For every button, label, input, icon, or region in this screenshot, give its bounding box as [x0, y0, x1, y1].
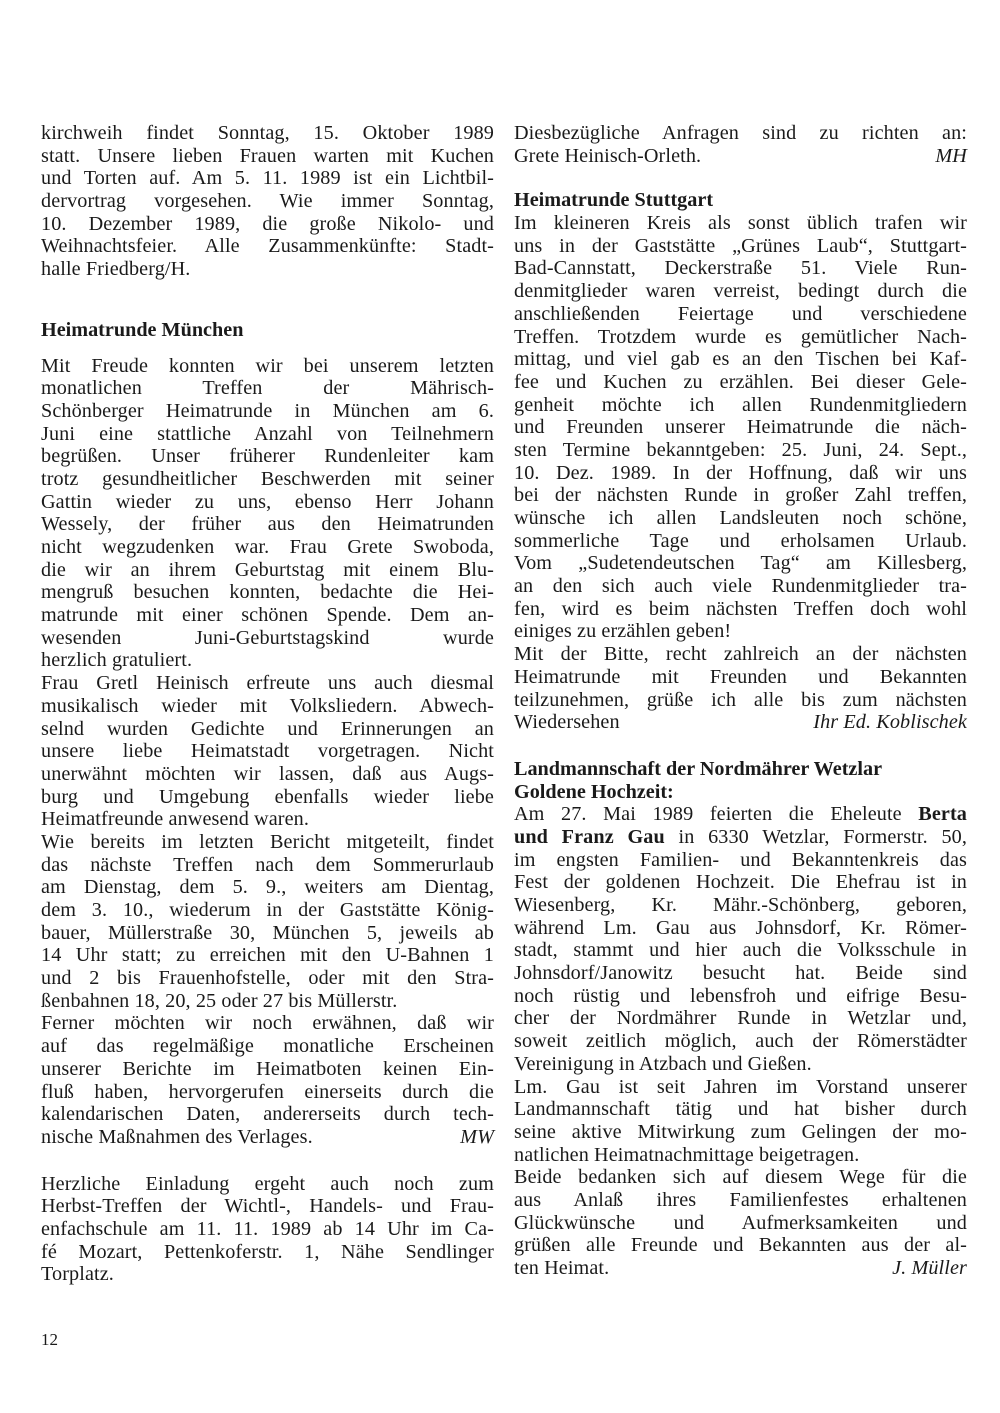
text-line: seine aktive Mitwirkung zum Gelingen der mo-: [514, 1120, 967, 1143]
text-line: soweit zeitlich möglich, auch der Römerstädter: [514, 1030, 967, 1053]
text-line: grüßen alle Freunde und Bekannten aus der al-: [514, 1234, 967, 1257]
text-line: matrunde mit einer schönen Spende. Dem an-: [41, 604, 494, 627]
text-line: wünsche ich allen Landsleuten noch schöne,: [514, 507, 967, 529]
bold-name: Berta: [918, 803, 967, 826]
text-line: auf das regelmäßige monatliche Erscheinen: [41, 1035, 494, 1058]
right-column: [514, 122, 967, 1280]
text-line: Schönberger Heimatrunde in München am 6.: [41, 399, 494, 422]
author-signature: Ihr Ed. Koblischek: [813, 711, 967, 734]
text-line: selnd wurden Gedichte und Erinnerungen an: [41, 717, 494, 740]
text-line: Lm. Gau ist seit Jahren im Vorstand unserer: [514, 1075, 967, 1098]
text-line: einiges zu erzählen geben!: [514, 620, 732, 643]
paragraph: [514, 1076, 967, 1167]
text-line: an den sich auch viele Rundenmitglieder tra-: [514, 575, 967, 598]
text-line: Wiesenberg, Kr. Mähr.-Schönberg, geboren,: [514, 894, 967, 916]
paragraph: [514, 643, 967, 734]
text-line: Juni eine stattliche Anzahl von Teilnehmern: [41, 422, 494, 445]
text-line: im engsten Familien- und Bekanntenkreis das: [514, 848, 967, 871]
text-line: natlichen Heimatnachmittage beigetragen.: [514, 1143, 860, 1166]
text-line: statt. Unsere lieben Frauen warten mit Kuchen: [41, 144, 494, 167]
paragraph: [41, 831, 494, 1013]
text-fragment: Am 27. Mai 1989 feierten die Eheleute: [514, 803, 902, 826]
author-signature: J. Müller: [892, 1257, 967, 1279]
text-fragment: Grete Heinisch-Orleth.: [514, 144, 702, 167]
text-line: Vom „Sudetendeutschen Tag“ am Killesberg,: [514, 552, 967, 575]
text-line: 10. Dezember 1989, die große Nikolo- und: [41, 212, 494, 235]
text-line: am Dienstag, dem 5. 9., weiters am Dientag,: [41, 876, 494, 899]
section-heading: Heimatrunde Stuttgart: [514, 189, 714, 212]
signature-line: [514, 1257, 967, 1280]
section-heimatrunde-muenchen: [41, 319, 494, 1149]
text-line: [514, 826, 967, 849]
text-line: teilzunehmen, grüße ich alle bis zum nächsten: [514, 688, 967, 711]
text-line: 14 Uhr statt; zu erreichen mit den U-Bahnen 1: [41, 944, 494, 967]
text-line: mittag, und viel gab es an den Tischen bei Kaf-: [514, 348, 967, 371]
text-line: dervortrag vorgesehen. Wie immer Sonntag,: [41, 190, 494, 213]
text-line: Herzliche Einladung ergeht auch noch zum: [41, 1172, 494, 1195]
text-line: kalendarischen Daten, andererseits durch tech-: [41, 1103, 494, 1126]
paragraph: [514, 212, 967, 643]
spacer: [41, 1149, 494, 1173]
text-line: bauer, Müllerstraße 30, München 5, jeweils ab: [41, 921, 494, 944]
text-line: fen, wird es beim nächsten Treffen doch wohl: [514, 597, 967, 620]
text-line: burg und Umgebung ebenfalls wieder liebe: [41, 785, 494, 808]
text-line: ßenbahnen 18, 20, 25 oder 27 bis Müllerstr.: [41, 989, 398, 1012]
text-fragment: ten Heimat.: [514, 1257, 610, 1279]
text-line: dem 3. 10., wiederum in der Gaststätte König-: [41, 899, 494, 921]
text-line: anschließenden Feiertage und verschiedene: [514, 302, 967, 325]
text-line: Im kleineren Kreis als sonst üblich trafen wir: [514, 212, 967, 235]
text-line: wesenden Juni-Geburtstagskind wurde: [41, 626, 494, 649]
spacer: [514, 734, 967, 758]
spacer: [41, 342, 494, 355]
text-line: sommerliche Tage und erholsamen Urlaub.: [514, 529, 967, 552]
text-line: aus Anlaß ihres Familienfestes erhaltenen: [514, 1188, 967, 1211]
text-line: kirchweih findet Sonntag, 15. Oktober 1989: [41, 122, 494, 144]
text-line: fee und Kuchen zu erzählen. Bei dieser Gele-: [514, 370, 967, 393]
page-number: 12: [41, 1330, 58, 1349]
text-line: und 2 bis Frauenhofstelle, oder mit den Stra-: [41, 967, 494, 990]
text-line: Landmannschaft tätig und hat bisher durch: [514, 1098, 967, 1121]
section-heimatrunde-stuttgart: [514, 189, 967, 734]
author-signature: MH: [935, 144, 967, 167]
text-line: enfachschule am 11. 11. 1989 ab 14 Uhr im Ca-: [41, 1217, 494, 1240]
paragraph: [41, 355, 494, 673]
text-line: fé Mozart, Pettenkoferstr. 1, Nähe Sendlinger: [41, 1240, 494, 1263]
signature-line: [514, 711, 967, 734]
text-line: mengruß besuchen konnten, bedachte die Hei-: [41, 581, 494, 604]
text-line: [514, 803, 967, 826]
paragraph: [41, 672, 494, 831]
anfragen-paragraph: [514, 122, 967, 167]
text-line: Vereinigung in Atzbach und Gießen.: [514, 1052, 812, 1075]
text-line: und Freunden unserer Heimatrunde die näch-: [514, 416, 967, 439]
text-line: Mit Freude konnten wir bei unserem letzten: [41, 354, 494, 377]
left-column: [41, 122, 494, 1286]
text-line: trotz gesundheitlicher Beschwerden mit seiner: [41, 467, 494, 490]
text-line: Johnsdorf/Janowitz besucht hat. Beide sind: [514, 962, 967, 985]
section-subheading: Goldene Hochzeit:: [514, 780, 674, 803]
paragraph: [514, 803, 967, 1075]
text-line: Torplatz.: [41, 1263, 114, 1286]
spacer: [514, 167, 967, 189]
text-line: Glückwünsche und Aufmerksamkeiten und: [514, 1211, 967, 1234]
text-line: stadt, stammt und hier auch die Volksschule in: [514, 939, 967, 962]
text-line: uns in der Gaststätte „Grünes Laub“, Stuttgart-: [514, 234, 967, 257]
text-line: Beide bedanken sich auf diesem Wege für die: [514, 1166, 967, 1189]
text-line: genheit möchte ich allen Rundenmitgliedern: [514, 393, 967, 416]
text-line: Bad-Cannstatt, Deckerstraße 51. Viele Run-: [514, 257, 967, 280]
intro-paragraph: [41, 122, 494, 281]
text-fragment: in 6330 Wetzlar, Formerstr. 50,: [664, 825, 967, 848]
section-heading: Heimatrunde München: [41, 318, 244, 341]
text-line: fluß haben, hervorgerufen einerseits durch die: [41, 1080, 494, 1103]
text-fragment: Wiedersehen: [514, 711, 620, 734]
text-line: Gattin wieder zu uns, ebenso Herr Johann: [41, 490, 494, 513]
text-line: Treffen. Trotzdem wurde es gemütlicher Nach-: [514, 325, 967, 348]
text-line: Weihnachtsfeier. Alle Zusammenkünfte: Stadt-: [41, 235, 494, 258]
text-line: bei der nächsten Runde in großer Zahl treffen,: [514, 484, 967, 507]
text-line: halle Friedberg/H.: [41, 258, 191, 281]
text-line: Wie bereits im letzten Bericht mitgeteilt, findet: [41, 830, 494, 853]
author-signature: MW: [460, 1125, 494, 1148]
signature-line: [514, 145, 967, 168]
text-line: während Lm. Gau aus Johnsdorf, Kr. Römer-: [514, 916, 967, 939]
text-line: Ferner möchten wir noch erwähnen, daß wir: [41, 1012, 494, 1035]
text-line: Mit der Bitte, recht zahlreich an der nächsten: [514, 643, 967, 666]
text-line: Diesbezügliche Anfragen sind zu richten an:: [514, 122, 967, 144]
text-line: 10. Dez. 1989. In der Hoffnung, daß wir uns: [514, 461, 967, 484]
text-line: nicht wegzudenken war. Frau Grete Swoboda,: [41, 536, 494, 558]
text-line: begrüßen. Unser früherer Rundenleiter kam: [41, 445, 494, 468]
text-line: Heimatfreunde anwesend waren.: [41, 808, 310, 831]
text-line: sten Termine bekanntgeben: 25. Juni, 24. Sept.,: [514, 438, 967, 461]
text-line: Frau Gretl Heinisch erfreute uns auch diesmal: [41, 672, 494, 695]
einladung-paragraph: [41, 1173, 494, 1286]
text-fragment: nische Maßnahmen des Verlages.: [41, 1125, 313, 1148]
text-line: cher der Nordmährer Runde in Wetzlar und,: [514, 1007, 967, 1030]
bold-name: und Franz Gau: [514, 825, 665, 848]
text-line: Herbst-Treffen der Wichtl-, Handels- und Frau-: [41, 1195, 494, 1218]
section-heading: Landmannschaft der Nordmährer Wetzlar: [514, 757, 883, 780]
text-line: monatlichen Treffen der Mährisch-: [41, 377, 494, 400]
paragraph: [514, 1166, 967, 1279]
text-line: Wessely, der früher aus den Heimatrunden: [41, 513, 494, 536]
text-line: denmitglieder waren verreist, bedingt durch die: [514, 280, 967, 303]
spacer: [41, 281, 494, 319]
text-line: noch rüstig und lebensfroh und eifrige Besu-: [514, 984, 967, 1007]
text-line: unerwähnt möchten wir lassen, daß aus Augs-: [41, 762, 494, 785]
paragraph: [41, 1012, 494, 1148]
text-line: herzlich gratuliert.: [41, 649, 193, 672]
text-line: Heimatrunde mit Freunden und Bekannten: [514, 665, 967, 688]
text-line: musikalisch wieder mit Volksliedern. Abwech-: [41, 694, 494, 717]
section-landmannschaft-wetzlar: [514, 758, 967, 1280]
text-line: unsere liebe Heimatstadt vorgetragen. Nicht: [41, 740, 494, 763]
text-line: das nächste Treffen nach dem Sommerurlaub: [41, 853, 494, 876]
text-line: unserer Berichte im Heimatboten keinen Ein-: [41, 1057, 494, 1080]
signature-line: [41, 1126, 494, 1149]
text-line: die wir an ihrem Geburtstag mit einem Blu-: [41, 558, 494, 581]
text-line: Fest der goldenen Hochzeit. Die Ehefrau ist in: [514, 871, 967, 894]
text-line: und Torten auf. Am 5. 11. 1989 ist ein Lichtbil-: [41, 167, 494, 190]
